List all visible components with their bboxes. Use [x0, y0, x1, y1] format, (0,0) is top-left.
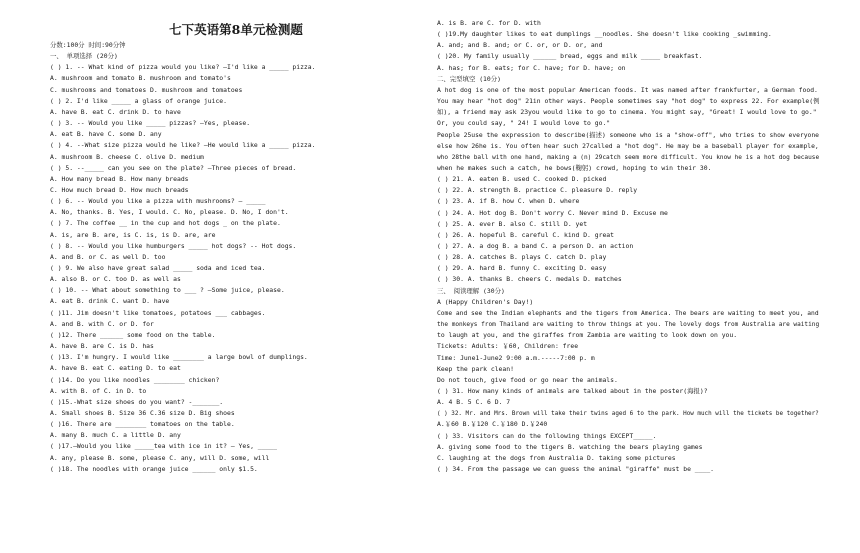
text-line: A. and; and B. and; or C. or, or D. or, and [437, 41, 603, 50]
page-title: 七下英语第8单元检测题 [169, 22, 303, 37]
text-line: ( ) 10. -- What about something to ___ ? —Some juice, please. [50, 286, 285, 295]
text-line: A. mushroom and tomato B. mushroom and tomato's [50, 74, 231, 83]
text-line: ( ) 1. -- What kind of pizza would you like? —I'd like a _____ pizza. [50, 63, 316, 72]
text-line: ( ) 5. --_____ can you see on the plate? —Three pieces of bread. [50, 163, 297, 172]
text-line: Keep the park clean! [437, 364, 514, 373]
text-line: A. any, please B. some, please C. any, will D. some, will [50, 453, 270, 462]
text-line: else how 26he is. You often hear such 27called a "hot dog". He may be a baseball player for example, [437, 141, 819, 150]
text-line: ( )12. There ______ some food on the table. [50, 330, 216, 339]
text-line: A. is, are B. are, is C. is, is D. are, are [50, 230, 216, 239]
text-line: ( )13. I'm hungry. I would like ________ a large bowl of dumplings. [50, 353, 308, 362]
text-line: ( ) 31. How many kinds of animals are talked about in the poster(海报)? [437, 386, 708, 395]
text-line: ( ) 3. -- Would you like _____ pizzas? —Yes, please. [50, 119, 251, 128]
text-line: ( ) 21. A. eaten B. used C. cooked D. picked [437, 175, 607, 184]
text-line: A. have B. are C. is D. has [50, 342, 154, 351]
text-line: A. eat B. drink C. want D. have [50, 297, 170, 306]
text-line: C. mushrooms and tomatoes D. mushroom and tomatoes [50, 85, 243, 94]
text-line: ( ) 29. A. hard B. funny C. exciting D. easy [437, 264, 607, 273]
text-line: ( )15.-What size shoes do you want? -_______. [50, 397, 224, 406]
text-line: A. No, thanks. B. Yes, I would. C. No, please. D. No, I don't. [50, 208, 289, 217]
text-line: ( ) 6. -- Would you like a pizza with mushrooms? — _____ [50, 197, 266, 206]
text-line: A. with B. of C. in D. to [50, 386, 147, 395]
text-line: A. many B. much C. a little D. any [50, 431, 181, 440]
text-line: Time: June1-June2 9:00 a.m.-----7:00 p. m [437, 353, 595, 362]
text-line: the monkeys from Thailand are waiting to throw things at you. The lovely dogs from Australia are waiting [437, 320, 820, 329]
text-line: ( ) 33. Visitors can do the following things EXCEPT_____. [437, 431, 657, 440]
text-line: 三、 阅读理解 (30分) [437, 286, 505, 295]
text-line: A. 4 B. 5 C. 6 D. 7 [437, 398, 511, 407]
text-line: A. also B. or C. too D. as well as [50, 275, 181, 284]
text-line: Tickets: Adults: ￥60, Children: free [437, 342, 579, 351]
text-line: A. and B. with C. or D. for [50, 319, 154, 328]
text-line: 一、 单项选择 (20分) [50, 52, 118, 61]
text-line: Come and see the Indian elephants and the tigers from America. The bears are waiting to meet you, and [437, 308, 819, 317]
text-line: A.￥60 B.￥120 C.￥180 D.￥240 [437, 420, 548, 429]
text-line: Or, you could say, " 24! I would love to go." [437, 119, 611, 128]
text-line: C. How much bread D. How much breads [50, 185, 189, 194]
text-line: ( ) 34. From the passage we can guess the animal "giraffe" must be ____. [437, 465, 715, 473]
text-line: ( )18. The noodles with orange juice ______ only $1.5. [50, 464, 258, 473]
text-line: ( )14. Do you like noodles ________ chicken? [50, 375, 220, 384]
text-line: ( ) 27. A. a dog B. a band C. a person D. an action [437, 242, 634, 250]
text-line: A hot dog is one of the most popular American foods. It was named after frankfurter, a German food. [437, 85, 818, 94]
text-line: A. have B. eat C. drink D. to have [50, 107, 181, 116]
text-line: 二、完型填空 (10分) [437, 74, 501, 83]
text-line: ( ) 22. A. strength B. practice C. pleasure D. reply [437, 186, 638, 195]
text-line: ( )20. My family usually ______ bread, eggs and milk _____ breakfast. [437, 52, 703, 61]
text-line: ( ) 8. -- Would you like humburgers _____ hot dogs? -- Hot dogs. [50, 241, 297, 250]
text-line: ( ) 28. A. catches B. plays C. catch D. play [437, 253, 607, 262]
text-line: People 25use the expression to describe(描述) someone who is a "show-off", who tries to show everyone [437, 130, 819, 139]
text-line: ( ) 25. A. ever B. also C. still D. yet [437, 219, 588, 228]
text-line: 分数:100分 时间:90分钟 [50, 41, 126, 49]
text-line: Do not touch, give food or go near the animals. [437, 375, 618, 384]
text-line: 如), a friend may ask 23you would like to go to cinema. You might say, "Great! I would love to go." [437, 108, 817, 117]
text-line: A (Happy Children's Day!) [437, 297, 534, 306]
text-line: A. has; for B. eats; for C. have; for D. have; on [437, 63, 626, 72]
text-line: ( )16. There are ________ tomatoes on the table. [50, 420, 235, 429]
text-line: A. giving some food to the tigers B. watching the bears playing games [437, 442, 703, 451]
text-line: ( )19.My daughter likes to eat dumplings __noodles. She doesn't like cooking _swimming. [437, 30, 772, 39]
text-line: ( ) 30. A. thanks B. cheers C. medals D. matches [437, 275, 622, 284]
text-line: ( ) 24. A. Hot dog B. Don't worry C. Never mind D. Excuse me [437, 208, 668, 217]
text-line: ( ) 9. We also have great salad _____ soda and iced tea. [50, 264, 266, 272]
text-line: ( ) 26. A. hopeful B. careful C. kind D. great [437, 230, 614, 239]
text-line: ( ) 4. --What size pizza would he like? —He would like a _____ pizza. [50, 141, 316, 150]
text-line: A. eat B. have C. some D. any [50, 130, 162, 139]
text-line: when he makes such a catch, he bows(鞠躬) crowd, hoping to win their 30. [437, 163, 712, 172]
text-line: A. have B. eat C. eating D. to eat [50, 364, 181, 373]
text-line: to laugh at you, and the giraffes from Zambia are waiting to look down on you. [437, 331, 738, 340]
text-line: ( )11. Jim doesn't like tomatoes, potatoes ___ cabbages. [50, 308, 266, 317]
text-line: A. Small shoes B. Size 36 C.36 size D. Big shoes [50, 408, 235, 417]
text-line: A. mushroom B. cheese C. olive D. medium [50, 152, 204, 161]
text-line: You may hear "hot dog" 21in other ways. People sometimes say "hot dog" to express 22. For example(例 [437, 97, 820, 106]
text-line: ( ) 2. I'd like _____ a glass of orange juice. [50, 96, 227, 105]
text-line: C. laughing at the dogs from Australia D. taking some pictures [437, 453, 676, 462]
text-line: A. How many bread B. How many breads [50, 174, 189, 183]
text-line: ( ) 7. The coffee __ in the cup and hot dogs _ on the plate. [50, 219, 281, 228]
text-line: who 28the ball with one hand, making a (n) 29catch seem more difficult. You know he is a hot dog because [437, 152, 820, 161]
text-line: A. is B. are C. for D. with [437, 19, 541, 27]
text-line: ( )17.—Would you like _____tea with ice in it? — Yes, _____ [50, 442, 278, 451]
text-line: A. and B. or C. as well D. too [50, 252, 166, 261]
text-line: ( ) 23. A. if B. how C. when D. where [437, 197, 580, 206]
text-line: ( ) 32. Mr. and Mrs. Brown will take their twins aged 6 to the park. How much will the tickets be together? [437, 409, 819, 418]
